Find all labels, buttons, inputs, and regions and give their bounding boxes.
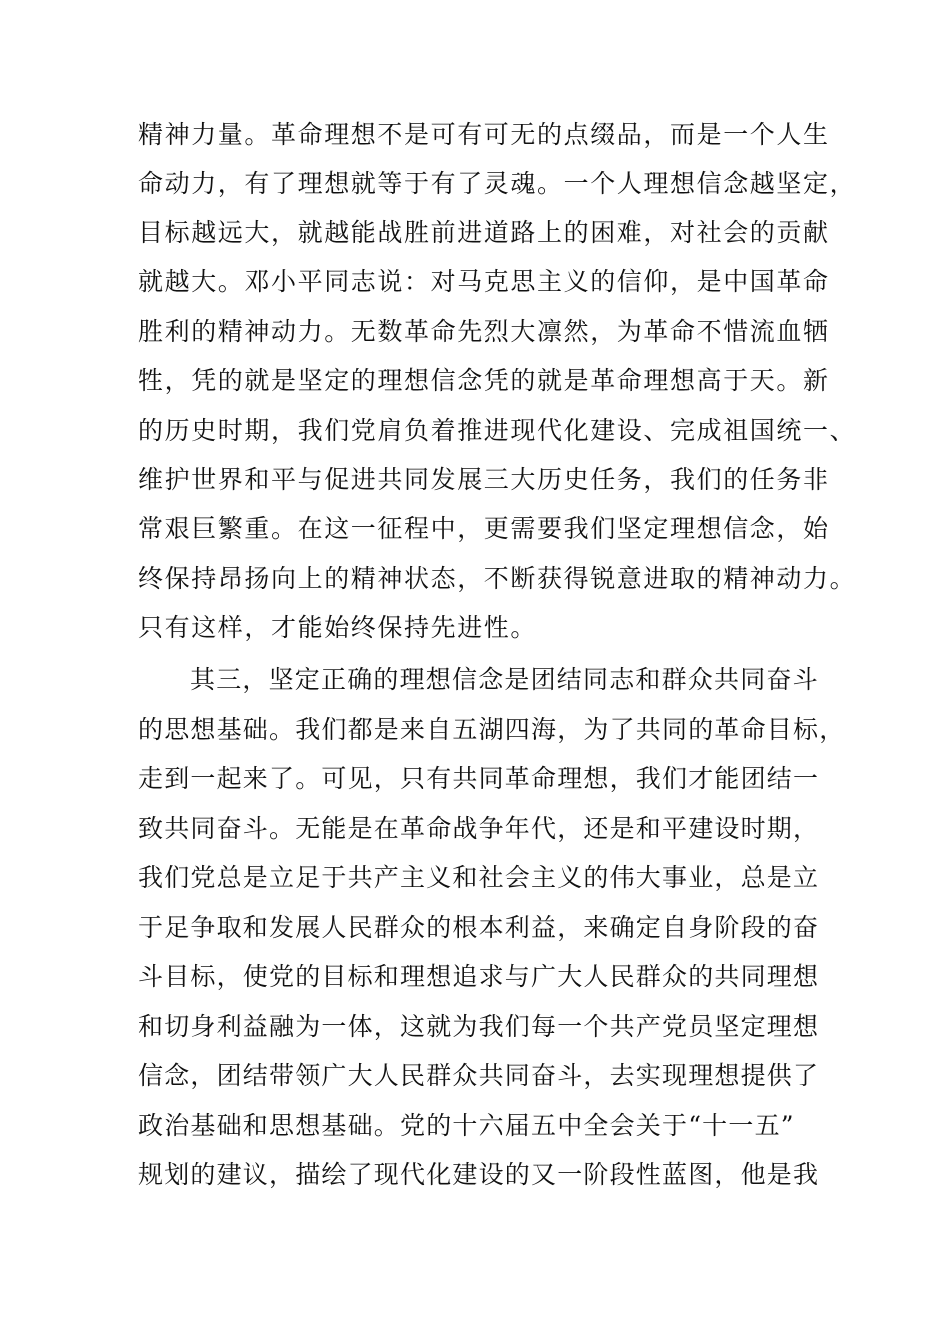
text-line: 的历史时期，我们党肩负着推进现代化建设、完成祖国统一、 [138, 416, 857, 445]
text-line: 命动力，有了理想就等于有了灵魂。一个人理想信念越坚定， [138, 169, 857, 198]
text-line: 致共同奋斗。无能是在革命战争年代，还是和平建设时期， [138, 814, 820, 843]
text-line: 胜利的精神动力。无数革命先烈大凛然，为革命不惜流血牺 [138, 317, 830, 346]
text-line: 其三，坚定正确的理想信念是团结同志和群众共同奋斗 [190, 665, 819, 694]
text-line: 牲，凭的就是坚定的理想信念凭的就是革命理想高于天。新 [138, 366, 830, 395]
text-line: 常艰巨繁重。在这一征程中，更需要我们坚定理想信念，始 [138, 514, 830, 543]
text-line: 和切身利益融为一体，这就为我们每一个共产党员坚定理想 [138, 1012, 820, 1041]
text-line: 斗目标，使党的目标和理想追求与广大人民群众的共同理想 [138, 962, 820, 991]
text-line: 我们党总是立足于共产主义和社会主义的伟大事业，总是立 [138, 863, 820, 892]
text-line: 政治基础和思想基础。党的十六届五中全会关于“十一五” [138, 1111, 795, 1140]
text-line: 维护世界和平与促进共同发展三大历史任务，我们的任务非 [138, 465, 830, 494]
text-line: 精神力量。革命理想不是可有可无的点缀品，而是一个人生 [138, 120, 830, 149]
text-line: 目标越远大，就越能战胜前进道路上的困难，对社会的贡献 [138, 218, 830, 247]
text-line: 于足争取和发展人民群众的根本利益，来确定自身阶段的奋 [138, 913, 820, 942]
text-line: 只有这样，才能始终保持先进性。 [138, 613, 538, 642]
text-line: 终保持昂扬向上的精神状态，不断获得锐意进取的精神动力。 [138, 564, 857, 593]
text-line: 规划的建议，描绘了现代化建设的又一阶段性蓝图，他是我 [138, 1160, 820, 1189]
text-line: 信念，团结带领广大人民群众共同奋斗，去实现理想提供了 [138, 1061, 820, 1090]
text-line: 就越大。邓小平同志说：对马克思主义的信仰，是中国革命 [138, 267, 830, 296]
text-line: 走到一起来了。可见，只有共同革命理想，我们才能团结一 [138, 764, 820, 793]
text-line: 的思想基础。我们都是来自五湖四海，为了共同的革命目标， [138, 715, 846, 744]
